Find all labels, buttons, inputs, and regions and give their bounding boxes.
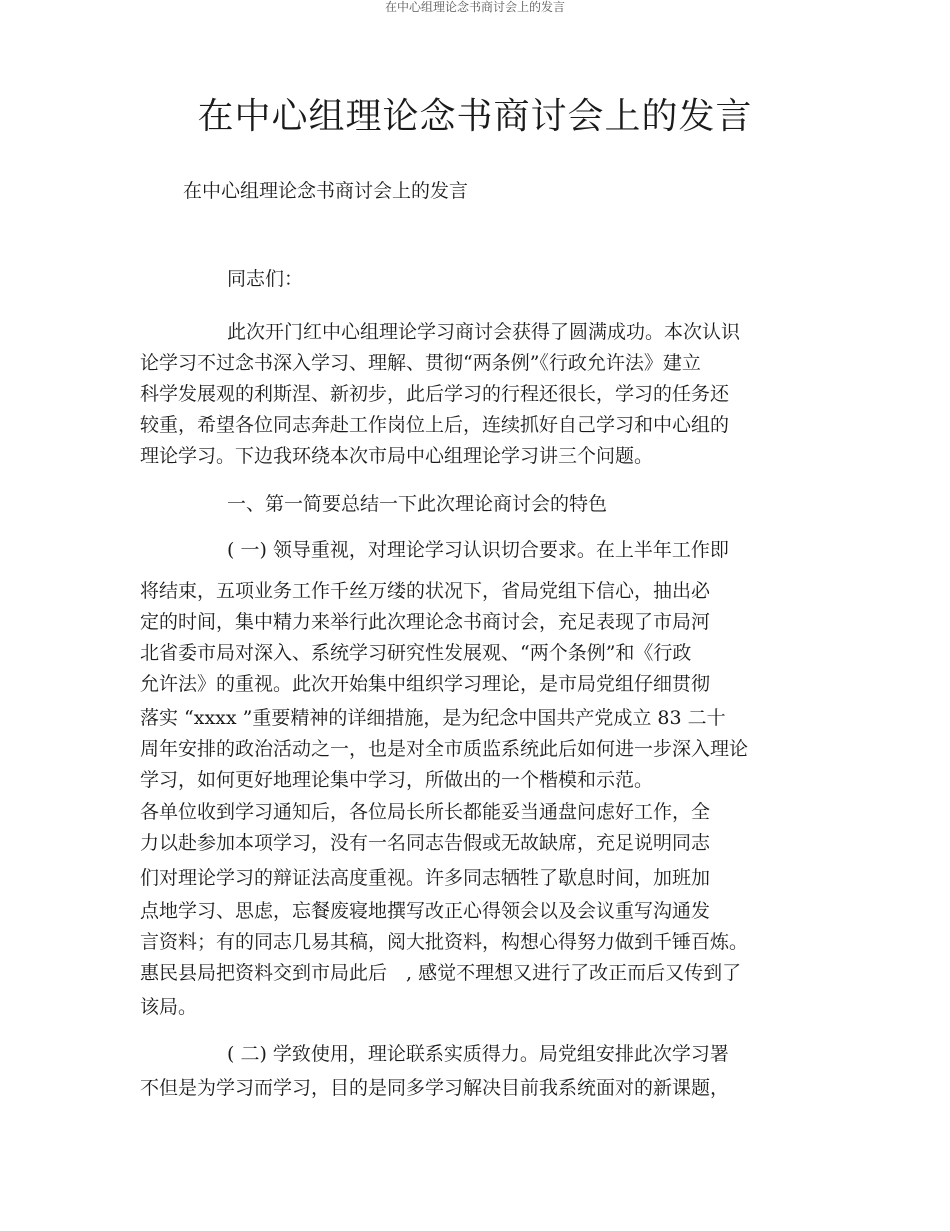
body-line: 力以赴参加本项学习，没有一名同志告假或无故缺席，充足说明同志 [140, 832, 711, 854]
document-title: 在中心组理论念书商讨会上的发言 [197, 96, 753, 137]
body-line: 该局。 [140, 996, 198, 1018]
body-line: 惠民县局把资料交到市局此后 , 感觉不理想又进行了改正而后又传到了 [140, 962, 742, 984]
body-line: 们对理论学习的辩证法高度重视。许多同志牺牲了歇息时间，加班加 [140, 867, 711, 889]
body-line: 定的时间，集中精力来举行此次理论念书商讨会，充足表现了市局河 [140, 611, 711, 633]
body-line: 落实 “xxxx ”重要精神的详细措施，是为纪念中国共产党成立 83 二十 [140, 707, 726, 729]
body-line: 周年安排的政治活动之一，也是对全市质监系统此后如何进一步深入理论 [140, 738, 749, 760]
body-line: 较重，希望各位同志奔赴工作岗位上后，连续抓好自己学习和中心组的 [140, 414, 730, 436]
section-heading: 一、第一简要总结一下此次理论商讨会的特色 [227, 493, 608, 515]
body-line: 将结束，五项业务工作千丝万缕的状况下，省局党组下信心，抽出必 [140, 580, 711, 602]
body-line: 科学发展观的利斯涅、新初步，此后学习的行程还很长，学习的任务还 [140, 383, 730, 405]
body-line: 不但是为学习而学习，目的是同多学习解决目前我系统面对的新课题， [140, 1077, 730, 1099]
body-line: 学习，如何更好地理论集中学习，所做出的一个楷模和示范。 [140, 769, 654, 791]
body-line: 言资料；有的同志几易其稿，阅大批资料，构想心得努力做到千锤百炼。 [140, 931, 749, 953]
body-line: 理论学习。下边我环绕本次市局中心组理论学习讲三个问题。 [140, 445, 654, 467]
body-line: 各单位收到学习通知后，各位局长所长都能妥当通盘问虑好工作，全 [140, 801, 711, 823]
body-line: 允许法》的重视。此次开始集中组织学习理论，是市局党组仔细贯彻 [140, 673, 711, 695]
body-line: 论学习不过念书深入学习、理解、贯彻“两条例”《行政允许法》建立 [140, 352, 701, 374]
body-line: ( 二) 学致使用，理论联系实质得力。局党组安排此次学习署 [227, 1043, 729, 1065]
page-header: 在中心组理论念书商讨会上的发言 [384, 0, 565, 14]
salutation: 同志们： [227, 268, 304, 290]
body-line: ( 一) 领导重视，对理论学习认识切合要求。在上半年工作即 [227, 539, 729, 561]
body-line: 点地学习、思虑，忘餐废寝地撰写改正心得领会以及会议重写沟通发 [140, 900, 711, 922]
document-subtitle: 在中心组理论念书商讨会上的发言 [183, 180, 469, 202]
body-line: 北省委市局对深入、系统学习研究性发展观、“两个条例”和《行政 [140, 642, 692, 664]
body-line: 此次开门红中心组理论学习商讨会获得了圆满成功。本次认识 [227, 321, 741, 343]
